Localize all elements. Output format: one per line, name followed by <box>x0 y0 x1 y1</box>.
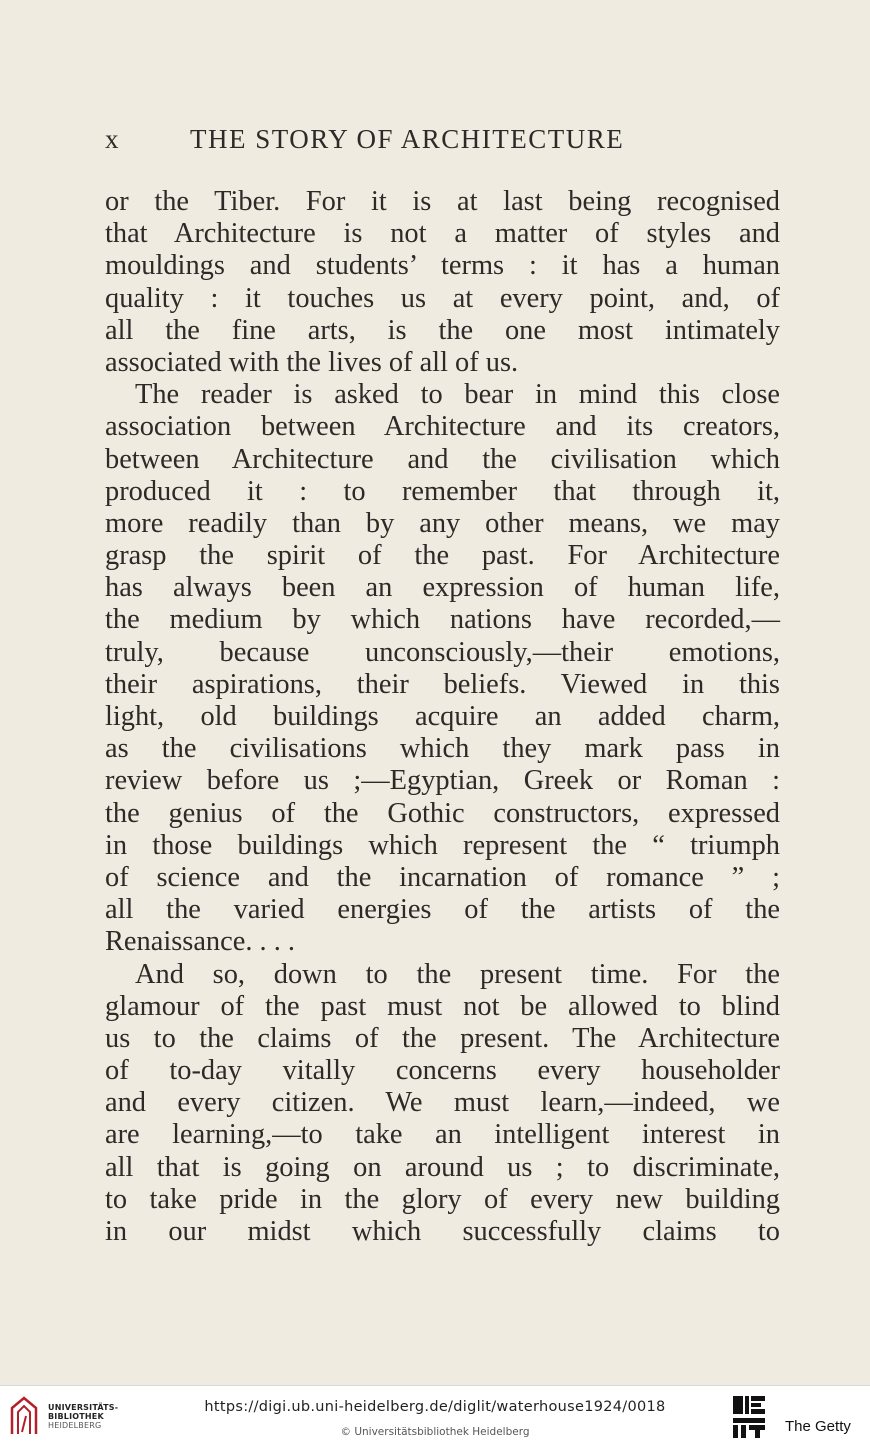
text-line: in those buildings which represent the “ triumph <box>105 829 780 861</box>
library-name-line2: BIBLIOTHEK <box>48 1412 104 1421</box>
text-line: are learning,—to take an intelligent interest in <box>105 1119 780 1151</box>
text-line: to take pride in the glory of every new building <box>105 1183 780 1215</box>
text-line: and every citizen. We must learn,—indeed, we <box>105 1087 780 1119</box>
text-line: more readily than by any other means, we may <box>105 507 780 539</box>
getty-logo-icon[interactable] <box>731 1394 767 1440</box>
text-line: grasp the spirit of the past. For Architecture <box>105 540 780 572</box>
text-line: that Architecture is not a matter of styles and <box>105 218 780 250</box>
permalink[interactable]: https://digi.ub.uni-heidelberg.de/diglit/waterhouse1924/0018 <box>204 1399 666 1415</box>
copyright-notice: © Universitätsbibliothek Heidelberg <box>340 1426 530 1438</box>
text-line: association between Architecture and its creators, <box>105 411 780 443</box>
text-line: of science and the incarnation of romance ” ; <box>105 861 780 893</box>
text-line: in our midst which successfully claims to <box>105 1216 780 1247</box>
text-line: all the varied energies of the artists of the <box>105 894 780 926</box>
text-line: light, old buildings acquire an added charm, <box>105 701 780 732</box>
running-title: THE STORY OF ARCHITECTURE <box>190 124 625 154</box>
body-text <box>105 186 780 1248</box>
text-line: the genius of the Gothic constructors, expressed <box>105 797 780 829</box>
text-line: as the civilisations which they mark pass in <box>105 733 780 765</box>
text-line: has always been an expression of human life, <box>105 572 780 604</box>
library-logo[interactable] <box>8 1394 128 1440</box>
text-line: their aspirations, their beliefs. Viewed in this <box>105 668 780 700</box>
text-line: or the Tiber. For it is at last being recognised <box>105 186 780 217</box>
text-line: Renaissance. . . . <box>105 926 296 958</box>
text-line: all that is going on around us ; to discriminate, <box>105 1151 780 1183</box>
library-name-line3: HEIDELBERG <box>48 1421 102 1430</box>
page-number: x <box>105 124 120 154</box>
partner-name: The Getty <box>785 1418 851 1435</box>
library-name-line1: UNIVERSITÄTS- <box>48 1403 119 1412</box>
text-line: all the fine arts, is the one most intimately <box>105 314 780 346</box>
text-line: glamour of the past must not be allowed to blind <box>105 990 780 1022</box>
text-line: the medium by which nations have recorded,— <box>105 604 780 636</box>
text-line: And so, down to the present time. For the <box>135 958 780 990</box>
text-line: produced it : to remember that through it, <box>105 475 780 507</box>
viewer-footer <box>0 1385 870 1449</box>
text-line: The reader is asked to bear in mind this close <box>135 379 780 411</box>
text-line: review before us ;—Egyptian, Greek or Roman : <box>105 765 780 797</box>
text-line: mouldings and students’ terms : it has a human <box>105 250 780 282</box>
text-line: associated with the lives of all of us. <box>105 346 519 378</box>
text-line: between Architecture and the civilisation which <box>105 443 780 475</box>
text-line: us to the claims of the present. The Architecture <box>105 1022 780 1054</box>
text-line: truly, because unconsciously,—their emotions, <box>105 636 780 668</box>
university-library-icon <box>8 1394 40 1436</box>
text-line: of to-day vitally concerns every householder <box>105 1055 780 1087</box>
text-line: quality : it touches us at every point, and, of <box>105 282 780 314</box>
